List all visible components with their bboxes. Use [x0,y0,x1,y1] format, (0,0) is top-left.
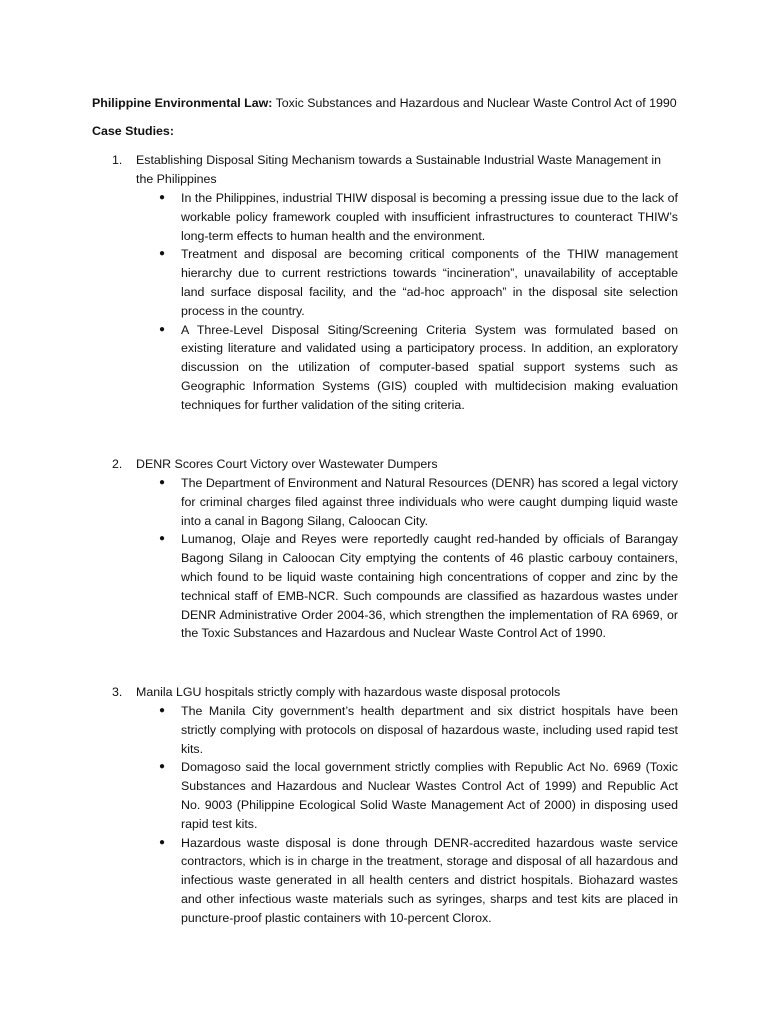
bullet-text: The Manila City government’s health department and six district hospitals have been strictly complying with protocols on disposal of hazardous waste, including used rapid test kits. [181,704,678,756]
list-item [112,245,678,320]
bullet-icon: ● [159,533,166,545]
case-study-1 [112,151,678,415]
list-item [112,474,678,530]
case-title [112,151,678,189]
bullet-icon: ● [159,761,166,773]
bullet-icon: ● [159,192,166,203]
case-number: 1. [112,153,123,167]
list-item [112,530,678,643]
list-item [112,758,678,833]
case-title [112,683,678,702]
bullet-icon: ● [159,836,166,848]
document-title-bold: Philippine Environmental Law: [92,96,273,110]
section-heading: Case Studies: [92,124,174,138]
bullet-icon: ● [159,705,166,716]
document-title [92,94,692,113]
case-title-text: Establishing Disposal Siting Mechanism towards a Sustainable Industrial Waste Management in the Philippines [136,153,662,186]
case-number: 3. [112,685,123,699]
case-title-text: Manila LGU hospitals strictly comply with hazardous waste disposal protocols [136,685,561,699]
bullet-list [112,189,678,415]
bullet-text: Lumanog, Olaje and Reyes were reportedly caught red-handed by officials of Barangay Bagong Silang in Caloocan City emptying the contents of 46 plastic carbouy containers, which found to be liquid waste containing high concentrations of copper and zinc by the technical staff of EMB-NCR. Such compounds are classified as hazardous wastes under DENR Administrative Order 2004-36, which strengthen the implementation of RA 6969, or the Toxic Substances and Hazardous and Nuclear Waste Control Act of 1990. [181,532,678,641]
bullet-text: Hazardous waste disposal is done through DENR-accredited hazardous waste service contractors, which is in charge in the treatment, storage and disposal of all hazardous and infectious waste generated in all health centers and district hospitals. Biohazard wastes and other infectious waste materials such as syringes, sharps and test kits are placed in puncture-proof plastic containers with 10-percent Clorox. [181,835,678,925]
case-title-text: DENR Scores Court Victory over Wastewater Dumpers [136,457,438,471]
bullet-icon: ● [159,248,166,260]
bullet-text: Domagoso said the local government strictly complies with Republic Act No. 6969 (Toxic Substances and Hazardous and Nuclear Wastes Control Act of 1999) and Republic Act No. 9003 (Philippine Ecological Solid Waste Management Act of 2000) in disposing used rapid test kits. [181,760,678,831]
bullet-icon: ● [159,323,166,335]
case-study-2 [112,455,678,643]
list-item [112,189,678,245]
list-item [112,321,678,415]
list-item [112,702,678,758]
case-study-3 [112,683,678,928]
bullet-text: In the Philippines, industrial THIW disposal is becoming a pressing issue due to the lack of workable policy framework coupled with insufficient infrastructures to counteract THIW’s long-term effects to human health and the environment. [181,191,678,243]
document-title-rest: Toxic Substances and Hazardous and Nuclear Waste Control Act of 1990 [272,96,677,110]
bullet-text: The Department of Environment and Natural Resources (DENR) has scored a legal victory for criminal charges filed against three individuals who were caught dumping liquid waste into a canal in Bagong Silang, Caloocan City. [181,476,678,528]
bullet-list [112,474,678,643]
bullet-icon: ● [159,477,166,488]
list-item [112,834,678,928]
case-title [112,455,678,474]
bullet-text: Treatment and disposal are becoming critical components of the THIW management hierarchy due to current restrictions towards “incineration”, unavailability of acceptable land surface disposal facility, and the “ad-hoc approach” in the disposal site selection process in the country. [181,247,678,318]
case-number: 2. [112,457,123,471]
bullet-list [112,702,678,928]
bullet-text: A Three-Level Disposal Siting/Screening Criteria System was formulated based on existing literature and validated using a participatory process. In addition, an exploratory discussion on the utilization of computer-based spatial support systems such as Geographic Information Systems (GIS) coupled with multidecision making evaluation techniques for further validation of the siting criteria. [181,322,678,412]
